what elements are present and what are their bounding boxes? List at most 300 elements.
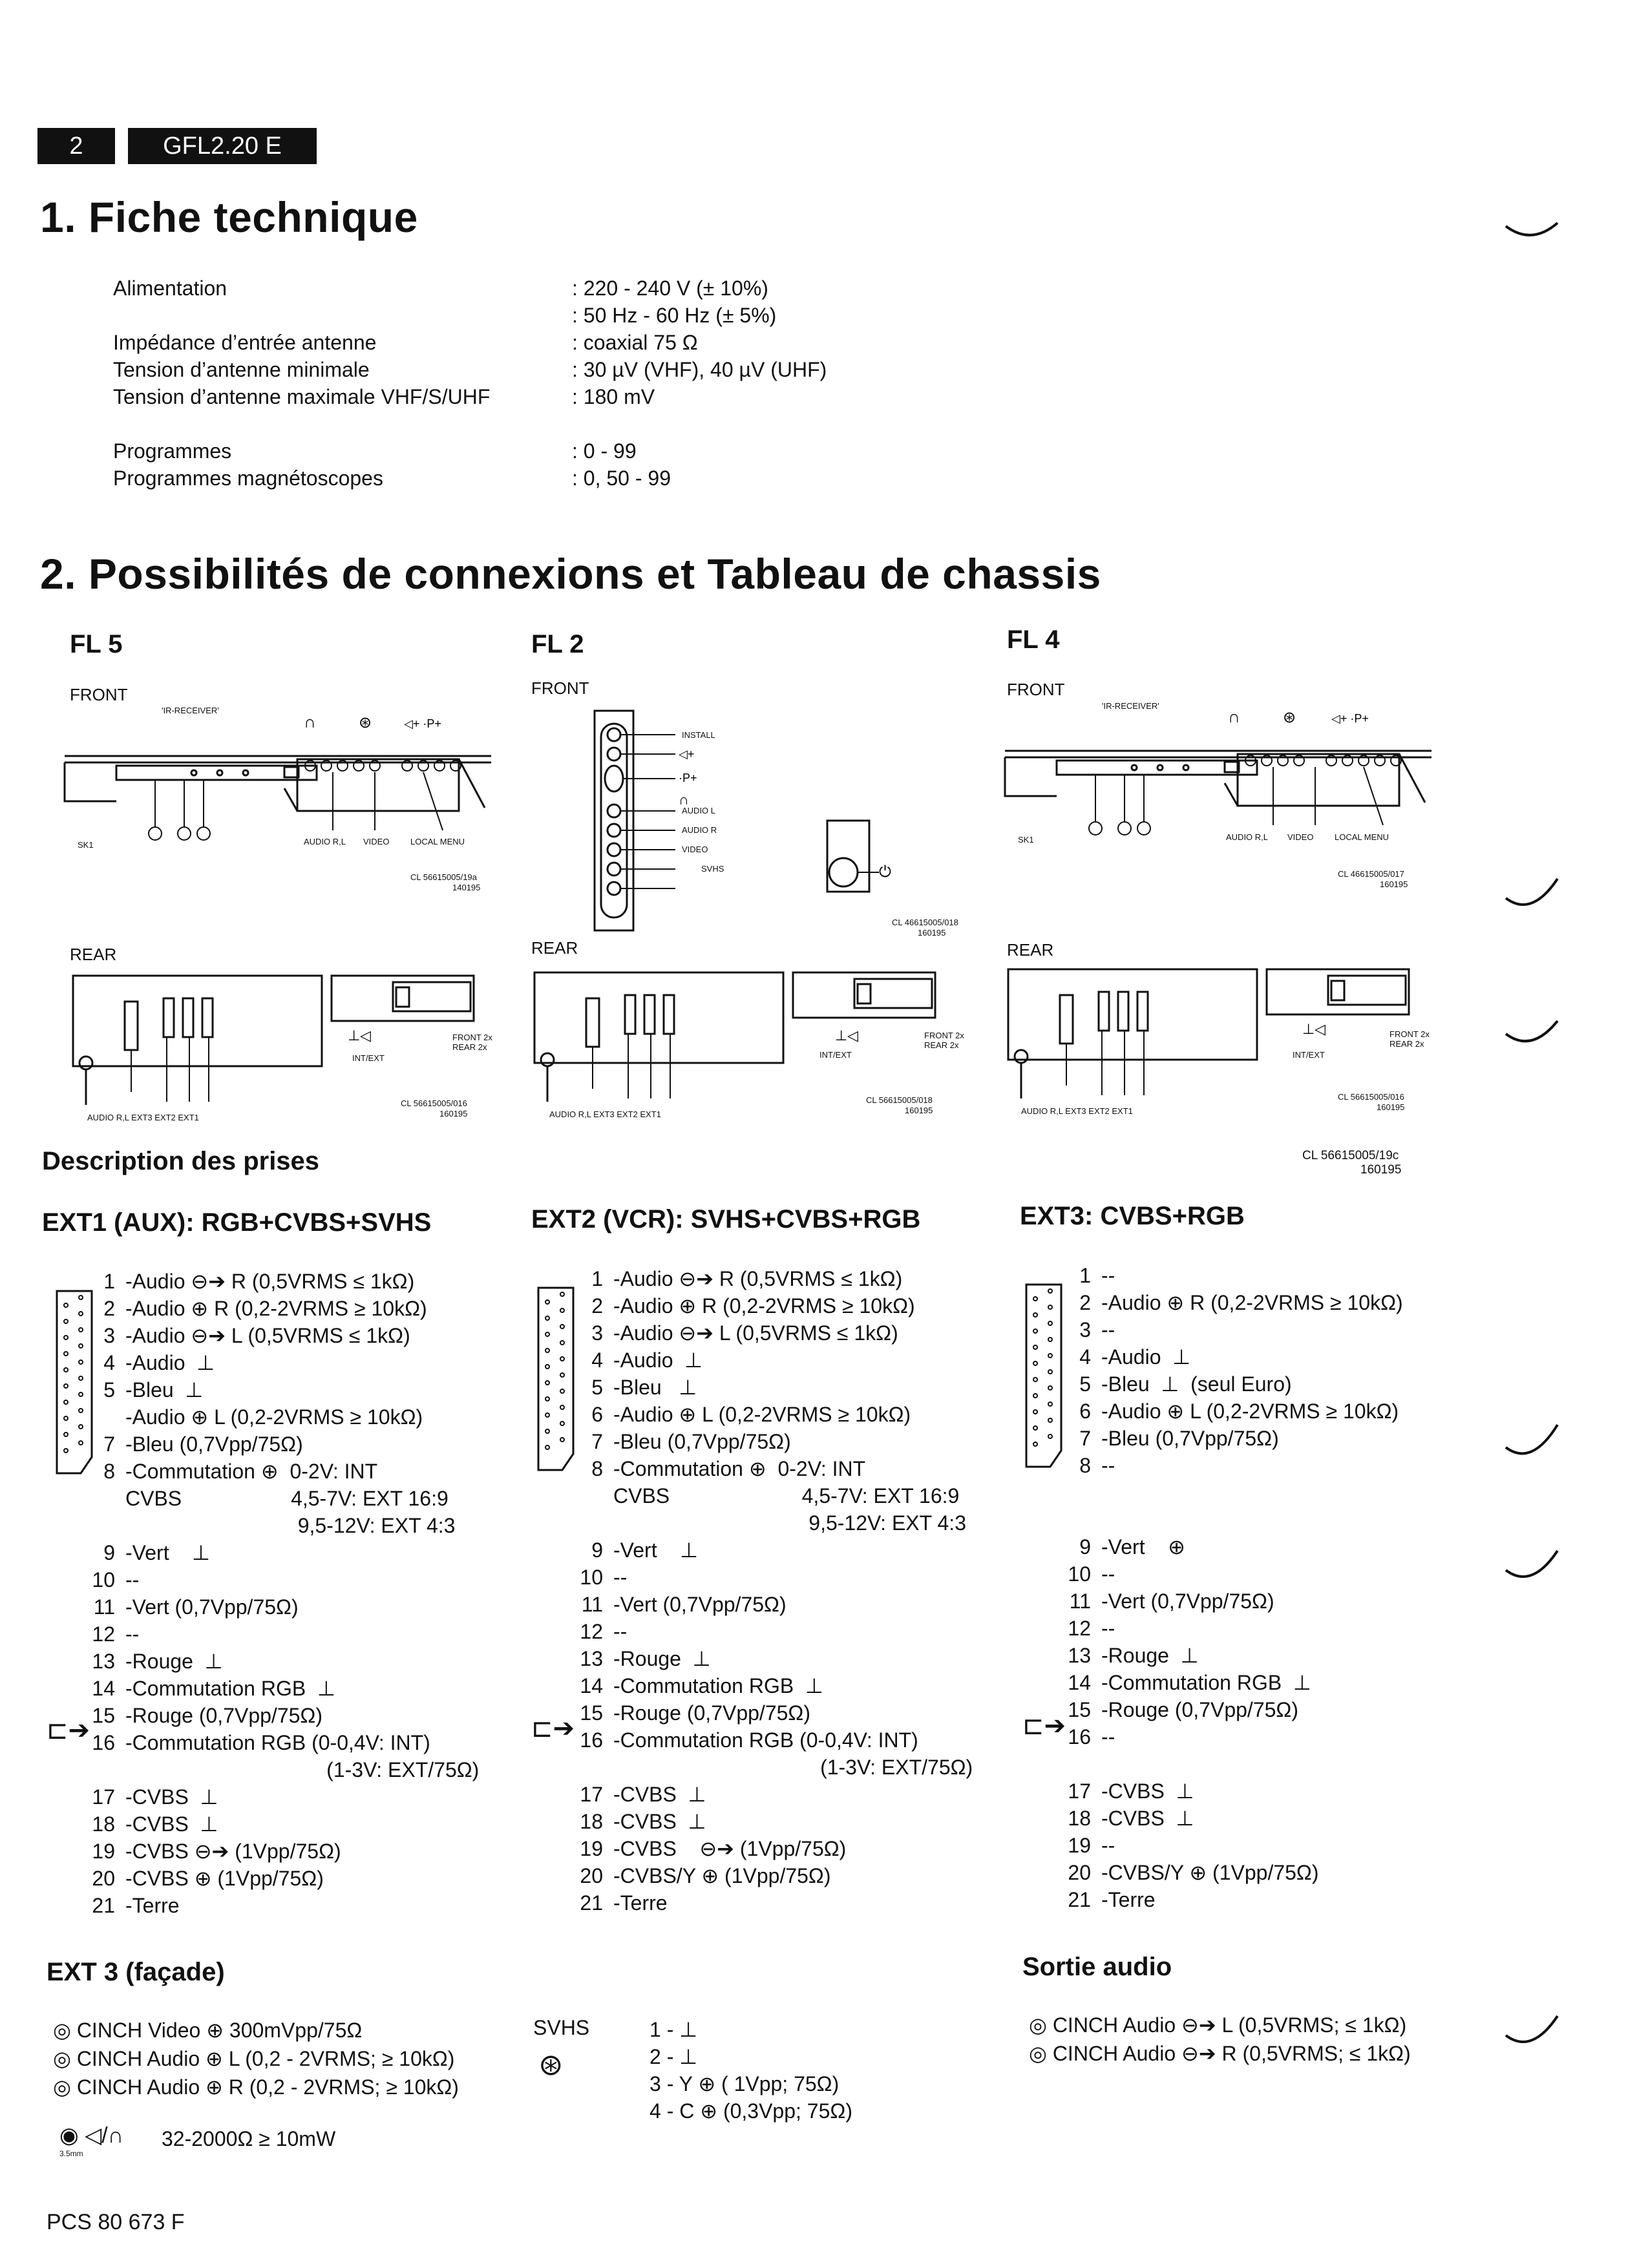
pin-description: -CVBS ⊖➔ (1Vpp/75Ω) <box>613 1837 847 1860</box>
pin-description: -Vert ⊥ <box>125 1541 211 1564</box>
fl5-rear-label: REAR <box>70 945 117 964</box>
pin-number: 12 <box>1068 1617 1091 1640</box>
ext2-title: EXT2 (VCR): SVHS+CVBS+RGB <box>531 1205 921 1234</box>
pin-number: 15 <box>1068 1698 1091 1721</box>
fl2-rear-diagram <box>531 966 951 1115</box>
pin-number: 19 <box>92 1840 115 1863</box>
svhs-pin: 4 - C ⊕ (0,3Vpp; 75Ω) <box>650 2099 852 2123</box>
pin-row <box>1053 1343 1403 1370</box>
pin-description: -Audio ⊖➔ R (0,5VRMS ≤ 1kΩ) <box>125 1270 415 1293</box>
fl2-frontrear: FRONT 2x REAR 2x <box>924 1031 964 1050</box>
pin-row <box>565 1564 973 1591</box>
pin-row <box>565 1862 973 1889</box>
cinch-row: ◎ CINCH Audio ⊕ L (0,2 - 2VRMS; ≥ 10kΩ) <box>53 2047 455 2070</box>
pin-number: 6 <box>591 1403 603 1426</box>
spec-label: Programmes <box>113 439 232 463</box>
ext3-connector-arrow-icon: ⊏➔ <box>1022 1712 1066 1740</box>
pin-description: (1-3V: EXT/75Ω) <box>125 1758 480 1781</box>
fl2-cl2: CL 56615005/018 <box>866 1095 933 1105</box>
pin-number: 11 <box>93 1595 115 1619</box>
pin-number: 11 <box>1069 1590 1091 1613</box>
fl5-intext: INT/EXT <box>352 1053 385 1063</box>
pin-description: 9,5-12V: EXT 4:3 <box>613 1511 966 1535</box>
pin-row <box>565 1482 973 1509</box>
pin-row <box>78 1539 479 1566</box>
pin-row <box>78 1783 479 1811</box>
svhs-pin-list <box>650 2016 852 2125</box>
pin-number: 21 <box>1068 1888 1091 1911</box>
pin-number: 15 <box>580 1701 603 1725</box>
pin-description: -Audio ⊕ R (0,2-2VRMS ≥ 10kΩ) <box>125 1297 427 1320</box>
headphone-jack-icon: ◉ ◁/∩ <box>59 2123 124 2148</box>
pin-row <box>1053 1669 1403 1696</box>
fl2-audiol: AUDIO L <box>682 806 716 815</box>
pin-number: 4 <box>591 1349 603 1372</box>
fl4-rear-label: REAR <box>1007 940 1054 960</box>
pin-number: 13 <box>580 1647 603 1670</box>
volume-prog-icon: ◁+ ·P+ <box>1331 712 1369 725</box>
pin-description: -Rouge ⊥ <box>613 1647 711 1670</box>
fl4-cl1: CL 46615005/017 <box>1338 869 1404 879</box>
pin-row <box>1053 1750 1403 1778</box>
pin-description: -Audio ⊕ R (0,2-2VRMS ≥ 10kΩ) <box>1101 1291 1403 1314</box>
cinch-row: ◎ CINCH Audio ⊕ R (0,2 - 2VRMS; ≥ 10kΩ) <box>53 2075 459 2099</box>
fl5-sk1: SK1 <box>78 840 94 850</box>
pin-row <box>1053 1723 1403 1750</box>
pin-row <box>565 1428 973 1455</box>
ant-icon: ⊥◁ <box>835 1027 859 1044</box>
spec-label: Alimentation <box>113 277 227 300</box>
pin-row <box>1053 1506 1403 1533</box>
pin-number: 8 <box>103 1460 115 1483</box>
fl4-intext: INT/EXT <box>1293 1050 1325 1060</box>
pin-number: 21 <box>92 1894 115 1917</box>
fl5-rear-diagram <box>70 969 490 1118</box>
spec-value: : coaxial 75 Ω <box>572 331 698 354</box>
pin-description: -Audio ⊖➔ L (0,5VRMS ≤ 1kΩ) <box>125 1324 410 1347</box>
fl5-audio-label: AUDIO R,L <box>304 837 346 846</box>
pin-description: CVBS 4,5-7V: EXT 16:9 <box>125 1487 449 1510</box>
pin-row <box>78 1593 479 1621</box>
pin-description: -CVBS ⊥ <box>125 1812 218 1836</box>
ant-icon: ⊥◁ <box>348 1027 372 1044</box>
pin-row <box>565 1265 973 1292</box>
pin-description: -Bleu ⊥ <box>613 1376 697 1399</box>
fl5-video-label: VIDEO <box>363 837 390 846</box>
pin-row <box>78 1376 479 1403</box>
pin-row <box>565 1374 973 1401</box>
section-1-title: 1. Fiche technique <box>40 193 418 241</box>
pin-number: 5 <box>103 1378 115 1402</box>
pin-row <box>565 1889 973 1916</box>
pin-number: 10 <box>580 1566 603 1589</box>
pin-number: 12 <box>92 1622 115 1646</box>
pin-row <box>78 1322 479 1349</box>
pin-row <box>1053 1588 1403 1615</box>
volume-prog-icon: ◁+ ·P+ <box>404 717 441 730</box>
pin-description: CVBS 4,5-7V: EXT 16:9 <box>613 1484 960 1507</box>
jack-size-label: 3.5mm <box>59 2149 83 2158</box>
fl5-cl1: CL 56615005/19a <box>410 872 477 882</box>
fl5-ir-label: 'IR-RECEIVER' <box>162 706 219 715</box>
headphone-icon: ∩ <box>679 792 689 808</box>
pin-row <box>565 1672 973 1699</box>
pin-number: 18 <box>92 1812 115 1836</box>
spec-label: Tension d’antenne minimale <box>113 358 370 381</box>
fl2-intext: INT/EXT <box>819 1050 852 1060</box>
pin-description: -Vert (0,7Vpp/75Ω) <box>125 1595 299 1619</box>
pin-description: -Rouge (0,7Vpp/75Ω) <box>1101 1698 1298 1721</box>
pin-row <box>1053 1398 1403 1425</box>
spec-value: : 0, 50 - 99 <box>572 467 671 490</box>
pin-number: 16 <box>92 1731 115 1754</box>
pin-number: 19 <box>1068 1834 1091 1857</box>
pin-number: 9 <box>591 1538 603 1562</box>
pin-description: -- <box>1101 1264 1115 1287</box>
fl2-date2: 160195 <box>905 1106 933 1115</box>
pin-number: 2 <box>591 1294 603 1318</box>
jack-spec: 32-2000Ω ≥ 10mW <box>162 2127 336 2150</box>
pin-number: 17 <box>1068 1780 1091 1803</box>
ext1-connector-arrow-icon: ⊏➔ <box>47 1716 90 1745</box>
headphone-icon: ∩ <box>1228 707 1240 726</box>
pin-number: 2 <box>1079 1291 1091 1314</box>
pin-row <box>1053 1425 1403 1452</box>
pin-description: -Vert ⊥ <box>613 1538 699 1562</box>
spec-labels <box>113 275 565 492</box>
pin-number: 18 <box>1068 1807 1091 1830</box>
pin-row <box>78 1403 479 1431</box>
svhs-pin: 2 - ⊥ <box>650 2045 698 2068</box>
pin-row <box>1053 1832 1403 1859</box>
pin-row <box>78 1349 479 1376</box>
spec-value: : 0 - 99 <box>572 439 637 463</box>
pin-description: -Rouge ⊥ <box>125 1650 223 1673</box>
pin-description: -Rouge ⊥ <box>1101 1644 1199 1667</box>
svhs-pin: 3 - Y ⊕ ( 1Vpp; 75Ω) <box>650 2072 840 2095</box>
fl4-date2: 160195 <box>1377 1102 1405 1112</box>
pin-row <box>78 1729 479 1756</box>
pin-row <box>565 1835 973 1862</box>
pin-row <box>1053 1289 1403 1316</box>
pin-description: -- <box>1101 1318 1115 1341</box>
pin-row <box>1053 1778 1403 1805</box>
pin-description: -Bleu (0,7Vpp/75Ω) <box>1101 1427 1279 1450</box>
pin-number: 17 <box>580 1783 603 1806</box>
prog-icon: ·P+ <box>679 772 697 784</box>
pin-row <box>565 1808 973 1835</box>
pin-description: -Commutation RGB ⊥ <box>613 1674 823 1697</box>
fl5-title: FL 5 <box>70 630 123 658</box>
pin-row <box>565 1727 973 1754</box>
pin-row <box>78 1648 479 1675</box>
svhs-label: SVHS <box>533 2016 590 2039</box>
pin-description: -Audio ⊕ L (0,2-2VRMS ≥ 10kΩ) <box>125 1405 423 1429</box>
pin-number: 11 <box>581 1593 603 1616</box>
pin-description: -Bleu ⊥ (seul Euro) <box>1101 1372 1292 1396</box>
facade-cinch-list <box>53 2016 459 2101</box>
pin-description: -Commutation RGB ⊥ <box>125 1677 335 1700</box>
pin-description: -CVBS ⊕ (1Vpp/75Ω) <box>125 1867 324 1890</box>
pin-number: 15 <box>92 1704 115 1727</box>
pin-description: -Vert ⊕ <box>1101 1535 1185 1559</box>
fl4-title: FL 4 <box>1007 625 1060 654</box>
pin-row <box>1053 1479 1403 1506</box>
pin-number: 1 <box>103 1270 115 1293</box>
ext3-pin-list <box>1053 1262 1403 1913</box>
pin-number: 21 <box>580 1891 603 1915</box>
pin-description: -Audio ⊥ <box>1101 1345 1191 1369</box>
pin-row <box>1053 1642 1403 1669</box>
pin-number: 18 <box>580 1810 603 1833</box>
fl2-cl1: CL 46615005/018 <box>892 918 958 927</box>
pin-row <box>565 1347 973 1374</box>
pin-row <box>565 1754 973 1781</box>
fl4-ir-label: 'IR-RECEIVER' <box>1102 701 1159 711</box>
pin-row <box>78 1756 479 1783</box>
sortie-row: ◎ CINCH Audio ⊖➔ L (0,5VRMS; ≤ 1kΩ) <box>1029 2013 1407 2037</box>
pin-row <box>78 1295 479 1322</box>
fl2-install: INSTALL <box>682 730 715 740</box>
pin-number: 9 <box>1079 1535 1091 1559</box>
pin-description: -Audio ⊥ <box>613 1349 703 1372</box>
pin-number: 9 <box>103 1541 115 1564</box>
pin-number: 5 <box>1079 1372 1091 1396</box>
spec-value: : 220 - 240 V (± 10%) <box>572 277 768 300</box>
fl5-front-label: FRONT <box>70 685 128 704</box>
pin-row <box>565 1509 973 1537</box>
spec-label: Programmes magnétoscopes <box>113 467 383 490</box>
fl5-menu-label: LOCAL MENU <box>410 837 465 846</box>
svhs-icon: ⊛ <box>359 714 372 731</box>
ext2-connector-arrow-icon: ⊏➔ <box>531 1714 575 1743</box>
pin-description: -- <box>613 1566 628 1589</box>
fl4-frontrear: FRONT 2x REAR 2x <box>1389 1029 1430 1049</box>
pin-number: 20 <box>580 1864 603 1887</box>
pin-row <box>78 1458 479 1485</box>
pin-row <box>565 1618 973 1645</box>
pin-row <box>1053 1859 1403 1886</box>
fl4-cl3: CL 56615005/19c <box>1302 1149 1399 1162</box>
fl2-date1: 160195 <box>918 928 946 938</box>
pin-number: 3 <box>1079 1318 1091 1341</box>
pin-number: 20 <box>92 1867 115 1890</box>
pin-row <box>78 1566 479 1593</box>
pin-row <box>78 1865 479 1892</box>
cinch-row: ◎ CINCH Video ⊕ 300mVpp/75Ω <box>53 2019 363 2042</box>
pin-number: 14 <box>92 1677 115 1700</box>
pin-description: -- <box>1101 1562 1115 1586</box>
pin-number: 1 <box>591 1267 603 1290</box>
pin-number: 8 <box>1079 1454 1091 1477</box>
ext3-title: EXT3: CVBS+RGB <box>1020 1202 1245 1230</box>
pin-number: 13 <box>92 1650 115 1673</box>
section-2-title: 2. Possibilités de connexions et Tableau de chassis <box>40 550 1101 598</box>
pin-row <box>78 1512 479 1539</box>
pin-number: 10 <box>92 1568 115 1591</box>
pin-description: -Commutation RGB (0-0,4V: INT) <box>125 1731 430 1754</box>
pin-row <box>565 1537 973 1564</box>
pin-description: -CVBS ⊥ <box>1101 1807 1194 1830</box>
pin-description: -CVBS ⊖➔ (1Vpp/75Ω) <box>125 1840 341 1863</box>
fl5-date2: 160195 <box>439 1109 468 1118</box>
pin-number: 13 <box>1068 1644 1091 1667</box>
fl5-frontrear: FRONT 2x REAR 2x <box>452 1033 492 1052</box>
pin-description: -- <box>125 1622 140 1646</box>
fl4-sk1: SK1 <box>1018 835 1034 845</box>
pin-row <box>78 1838 479 1865</box>
pin-number: 16 <box>580 1728 603 1752</box>
fl4-menu-label: LOCAL MENU <box>1335 832 1389 842</box>
pin-description: -- <box>1101 1834 1115 1857</box>
pin-description: -Vert (0,7Vpp/75Ω) <box>613 1593 787 1616</box>
pin-number: 12 <box>580 1620 603 1643</box>
power-icon: ⏻ <box>879 863 891 881</box>
fl4-audio-label: AUDIO R,L <box>1226 832 1269 842</box>
fl2-rear-conn-labels: AUDIO R,L EXT3 EXT2 EXT1 <box>549 1109 661 1119</box>
sortie-row: ◎ CINCH Audio ⊖➔ R (0,5VRMS; ≤ 1kΩ) <box>1029 2042 1411 2065</box>
pin-description: -Commutation RGB ⊥ <box>1101 1671 1311 1694</box>
ext2-pin-list <box>565 1265 973 1916</box>
pin-number: 20 <box>1068 1861 1091 1884</box>
fl4-date1: 160195 <box>1380 879 1408 889</box>
pin-row <box>565 1455 973 1482</box>
pin-description: -Bleu ⊥ <box>125 1378 204 1402</box>
sortie-list <box>1029 2011 1411 2068</box>
pin-number: 8 <box>591 1457 603 1480</box>
pin-number: 19 <box>580 1837 603 1860</box>
pin-number: 7 <box>591 1430 603 1453</box>
pin-number: 14 <box>580 1674 603 1697</box>
pin-row <box>78 1431 479 1458</box>
fl4-front-label: FRONT <box>1007 680 1065 699</box>
pin-row <box>1053 1533 1403 1560</box>
sortie-title: Sortie audio <box>1022 1953 1172 1981</box>
pin-description: -Bleu (0,7Vpp/75Ω) <box>613 1430 791 1453</box>
pin-description: -CVBS/Y ⊕ (1Vpp/75Ω) <box>613 1864 831 1887</box>
pin-row <box>565 1699 973 1727</box>
pin-description: -Audio ⊕ L (0,2-2VRMS ≥ 10kΩ) <box>1101 1400 1399 1423</box>
pin-row <box>1053 1615 1403 1642</box>
fl5-cl2: CL 56615005/016 <box>401 1098 467 1108</box>
pin-row <box>565 1319 973 1347</box>
description-title: Description des prises <box>42 1147 320 1175</box>
pin-description: -Audio ⊥ <box>125 1351 215 1374</box>
pin-row <box>565 1591 973 1618</box>
pin-description: -CVBS ⊥ <box>125 1785 218 1809</box>
pin-description: -- <box>613 1620 628 1643</box>
pin-row <box>1053 1370 1403 1398</box>
spec-values <box>572 275 1024 492</box>
fl2-svhs: SVHS <box>701 864 724 874</box>
fl2-front-label: FRONT <box>531 678 589 698</box>
fl4-video-label: VIDEO <box>1287 832 1314 842</box>
pin-description: -Terre <box>1101 1888 1156 1911</box>
pin-description: -Audio ⊖➔ L (0,5VRMS ≤ 1kΩ) <box>613 1321 898 1345</box>
document-code: PCS 80 673 F <box>47 2210 185 2234</box>
page-number-badge: 2 <box>37 128 115 164</box>
fl2-video: VIDEO <box>682 845 708 854</box>
pin-number: 17 <box>92 1785 115 1809</box>
pin-description: -Audio ⊖➔ R (0,5VRMS ≤ 1kΩ) <box>613 1267 903 1290</box>
pin-description: -- <box>1101 1617 1115 1640</box>
pin-row <box>78 1811 479 1838</box>
spec-value: : 50 Hz - 60 Hz (± 5%) <box>572 304 777 327</box>
pin-number: 7 <box>1079 1427 1091 1450</box>
pin-number: 4 <box>103 1351 115 1374</box>
pin-description: -- <box>1101 1454 1115 1477</box>
pin-row <box>565 1645 973 1672</box>
pin-description: -Audio ⊕ R (0,2-2VRMS ≥ 10kΩ) <box>613 1294 915 1318</box>
pin-description: -Commutation RGB (0-0,4V: INT) <box>613 1728 918 1752</box>
pin-row <box>1053 1262 1403 1289</box>
pin-description: (1-3V: EXT/75Ω) <box>613 1756 973 1779</box>
pin-description: -Bleu (0,7Vpp/75Ω) <box>125 1433 303 1456</box>
ext1-title: EXT1 (AUX): RGB+CVBS+SVHS <box>42 1208 432 1237</box>
pin-number: 3 <box>103 1324 115 1347</box>
pin-description: -Audio ⊕ L (0,2-2VRMS ≥ 10kΩ) <box>613 1403 911 1426</box>
spec-label: Impédance d’entrée antenne <box>113 331 377 354</box>
headphone-icon: ∩ <box>304 712 316 731</box>
fl4-cl2: CL 56615005/016 <box>1338 1092 1404 1102</box>
volume-icon: ◁+ <box>679 748 695 761</box>
pin-number: 3 <box>591 1321 603 1345</box>
svhs-connector-icon: ⊛ <box>538 2048 564 2081</box>
pin-description: -Rouge (0,7Vpp/75Ω) <box>613 1701 810 1725</box>
fl5-date1: 140195 <box>452 883 481 892</box>
pin-row <box>1053 1696 1403 1723</box>
pin-number: 4 <box>1079 1345 1091 1369</box>
svhs-icon: ⊛ <box>1283 709 1296 726</box>
pin-row <box>565 1781 973 1808</box>
svhs-pin: 1 - ⊥ <box>650 2018 698 2041</box>
spec-value: : 180 mV <box>572 385 655 408</box>
pin-number: 2 <box>103 1297 115 1320</box>
model-badge: GFL2.20 E <box>128 128 317 164</box>
pin-description: -CVBS/Y ⊕ (1Vpp/75Ω) <box>1101 1861 1319 1884</box>
pin-row <box>78 1892 479 1919</box>
pin-description: -CVBS ⊥ <box>613 1783 706 1806</box>
fl5-rear-conn-labels: AUDIO R,L EXT3 EXT2 EXT1 <box>87 1113 199 1122</box>
pin-description: -- <box>1101 1725 1115 1748</box>
margin-marks <box>1499 181 1577 2055</box>
pin-description: -- <box>125 1568 140 1591</box>
pin-number: 10 <box>1068 1562 1091 1586</box>
pin-number: 1 <box>1079 1264 1091 1287</box>
pin-number: 16 <box>1068 1725 1091 1748</box>
pin-description: -Vert (0,7Vpp/75Ω) <box>1101 1590 1274 1613</box>
pin-description: -CVBS ⊥ <box>1101 1780 1194 1803</box>
fl4-date3: 160195 <box>1360 1163 1402 1177</box>
pin-description: -Terre <box>125 1894 180 1917</box>
pin-number: 7 <box>103 1433 115 1456</box>
pin-row <box>78 1485 479 1512</box>
fl2-audior: AUDIO R <box>682 825 717 835</box>
fl2-title: FL 2 <box>531 630 584 658</box>
pin-row <box>1053 1560 1403 1588</box>
pin-number: 5 <box>591 1376 603 1399</box>
pin-row <box>1053 1452 1403 1479</box>
pin-row <box>1053 1886 1403 1913</box>
facade-title: EXT 3 (façade) <box>47 1958 225 1986</box>
ant-icon: ⊥◁ <box>1302 1021 1326 1037</box>
pin-row <box>78 1675 479 1702</box>
spec-label: Tension d’antenne maximale VHF/S/UHF <box>113 385 491 408</box>
pin-row <box>1053 1805 1403 1832</box>
pin-description: -Rouge (0,7Vpp/75Ω) <box>125 1704 322 1727</box>
pin-description: -Commutation ⊕ 0-2V: INT <box>125 1460 378 1483</box>
pin-number: 14 <box>1068 1671 1091 1694</box>
